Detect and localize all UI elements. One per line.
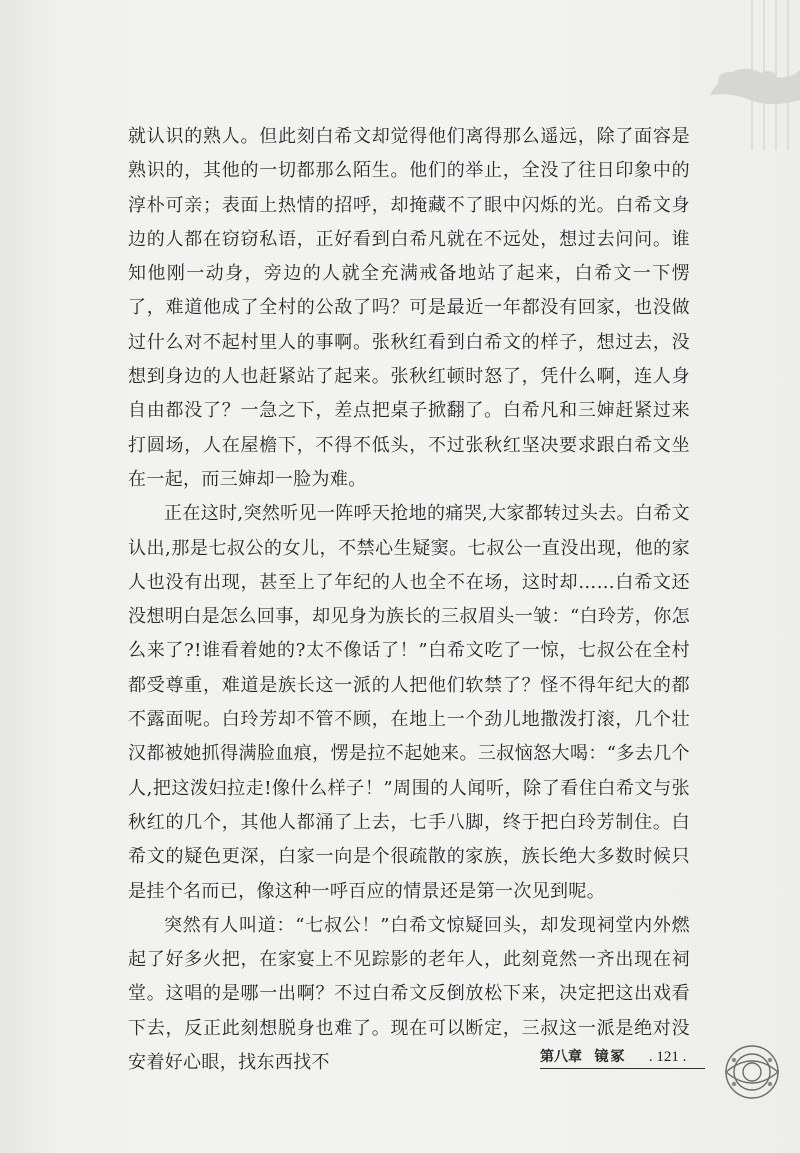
body-text [128, 120, 690, 1080]
corner-ornament-icon [690, 0, 800, 150]
chapter-label: 第八章 [540, 1049, 582, 1065]
paragraph-2: 正在这时,突然听见一阵呼天抢地的痛哭,大家都转过头去。白希文认出,那是七叔公的女儿，不禁心生疑窦。七叔公一直没出现，他的家人也没有出现，甚至上了年纪的人也全不在场，这时却……白希文还没想明白是怎么回事，却见身为族长的三叔眉头一皱：“白玲芳，你怎么来了?!谁看着她的?太不像话了！”白希文吃了一惊，七叔公在全村都受尊重，难道是族长这一派的人把他们软禁了？怪不得年纪大的都不露面呢。白玲芳却不管不顾，在地上一个劲儿地撒泼打滚，几个壮汉都被她抓得满脸血痕，愣是拉不起她来。三叔恼怒大喝：“多去几个人,把这泼妇拉走!像什么样子！”周围的人闻听，除了看住白希文与张秋红的几个，其他人都涌了上去，七手八脚，终于把白玲芳制住。白希文的疑色更深，白家一向是个很疏散的家族，族长绝大多数时候只是挂个名而已，像这种一呼百应的情景还是第一次见到呢。 [128, 503, 690, 902]
seal-ornament-icon [690, 1020, 800, 1130]
chapter-title: 镜冢 [594, 1049, 627, 1065]
page-number: . 121 . [648, 1049, 687, 1065]
paragraph-1: 就认识的熟人。但此刻白希文却觉得他们离得那么遥远，除了面容是熟识的，其他的一切都那么陌生。他们的举止，全没了往日印象中的淳朴可亲；表面上热情的招呼，却掩藏不了眼中闪烁的光。白希文身边的人都在窃窃私语，正好看到白希凡就在不远处，想过去问问。谁知他刚一动身，旁边的人就全充满戒备地站了起来，白希文一下愣了，难道他成了全村的公敌了吗？可是最近一年都没有回家，也没做过什么对不起村里人的事啊。张秋红看到白希文的样子，想过去，没想到身边的人也赶紧站了起来。张秋红顿时怒了，凭什么啊，连人身自由都没了？一急之下，差点把桌子掀翻了。白希凡和三婶赶紧过来打圆场，人在屋檐下，不得不低头，不过张秋红坚决要求跟白希文坐在一起，而三婶却一脸为难。 [128, 126, 690, 490]
footer-rule [540, 1068, 705, 1069]
paragraph-3: 突然有人叫道：“七叔公！”白希文惊疑回头，却发现祠堂内外燃起了好多火把，在家宴上不见踪影的老年人，此刻竟然一齐出现在祠堂。这唱的是哪一出啊？不过白希文反倒放松下来，决定把这出戏看下去，反正此刻想脱身也难了。现在可以断定，三叔这一派是绝对没安着好心眼，找东西找不 [128, 914, 690, 1074]
page-footer [540, 1046, 686, 1066]
